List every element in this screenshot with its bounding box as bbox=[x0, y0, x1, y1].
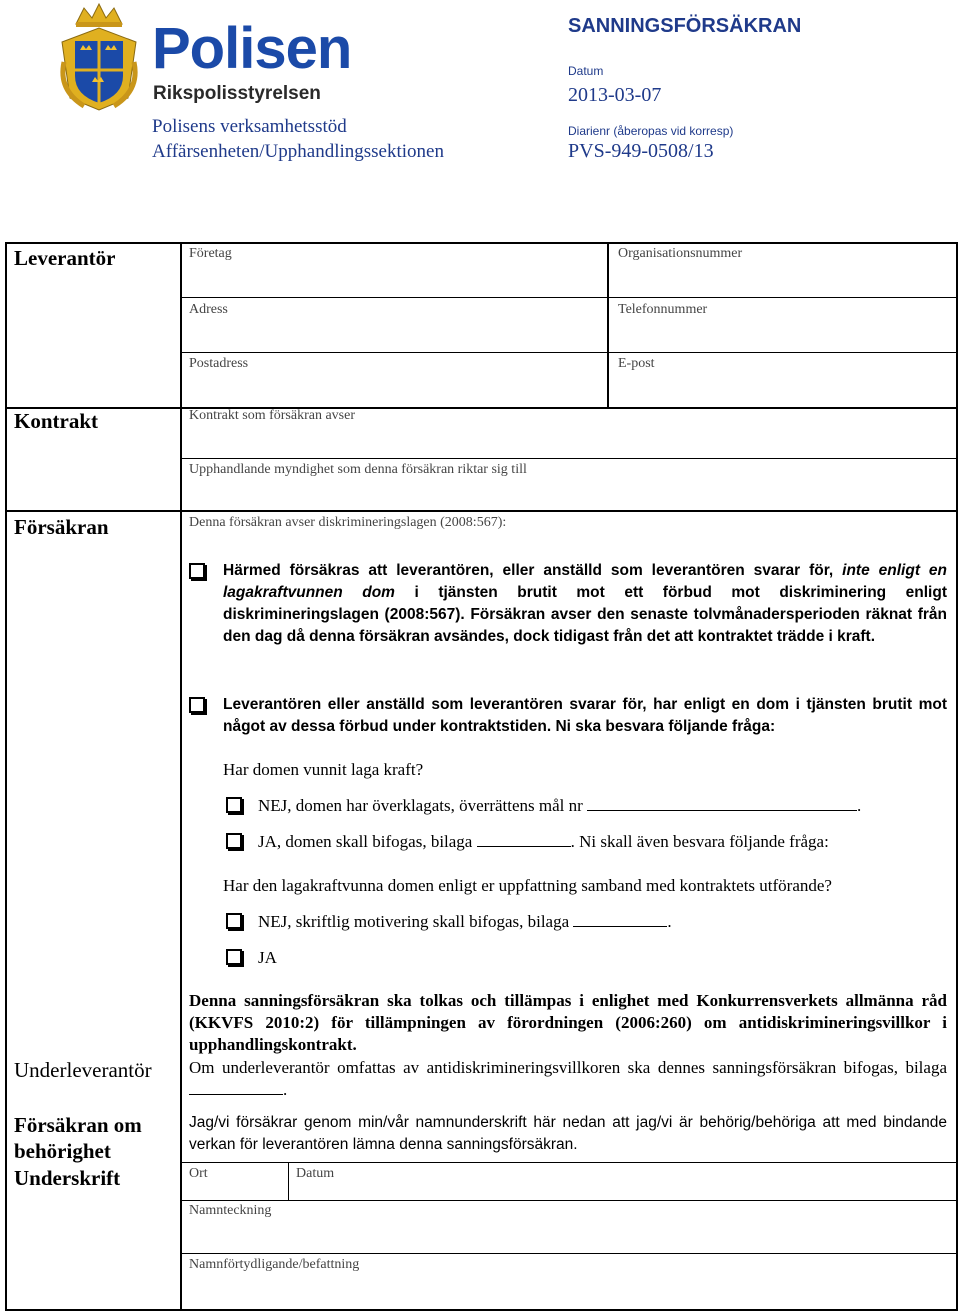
checkbox-q2-ja[interactable] bbox=[226, 949, 242, 965]
diarienr-value: PVS-949-0508/13 bbox=[568, 140, 714, 162]
org-line-2: Affärsenheten/Upphandlingssektionen bbox=[152, 141, 444, 162]
q2-nej-option: NEJ, skriftlig motivering skall bifogas, bilaga . bbox=[258, 912, 672, 931]
field-myndighet[interactable]: Upphandlande myndighet som denna försäkran riktar sig till bbox=[189, 462, 527, 477]
bilaga-blank-3[interactable] bbox=[189, 1081, 283, 1095]
logo-subtext: Rikspolisstyrelsen bbox=[153, 83, 321, 104]
document-title: SANNINGSFÖRSÄKRAN bbox=[568, 15, 802, 37]
diarienr-label: Diarienr (åberopas vid korresp) bbox=[568, 124, 734, 138]
field-namnteckning[interactable]: Namnteckning bbox=[189, 1203, 272, 1218]
field-adress[interactable]: Adress bbox=[189, 302, 228, 317]
option-1-text: Härmed försäkras att leverantören, eller anställd som leverantören svarar för, inte enligt en lagakraftvunnen dom i tjänsten brutit mot ett förbud mot diskriminering enligt diskrimineringslagen (2008:567). Försäkran avser den senaste tolvmånadersperioden räknat från den dag då denna försäkran avsändes, dock tidigast från det att kontraktet trädde i kraft. bbox=[223, 562, 947, 645]
question-1: Har domen vunnit laga kraft? bbox=[223, 760, 424, 779]
org-line-1: Polisens verksamhetsstöd bbox=[152, 116, 347, 137]
checkbox-q2-nej[interactable] bbox=[226, 913, 242, 929]
section-behorighet: Försäkran om behörighet bbox=[14, 1113, 142, 1163]
field-foretag[interactable]: Företag bbox=[189, 246, 232, 261]
field-kontrakt-avser[interactable]: Kontrakt som försäkran avser bbox=[189, 408, 356, 423]
field-datum[interactable]: Datum bbox=[296, 1166, 335, 1181]
date-label: Datum bbox=[568, 64, 604, 78]
field-namnfortydligande[interactable]: Namnförtydligande/befattning bbox=[189, 1257, 360, 1272]
tolkning-text: Denna sanningsförsäkran ska tolkas och tillämpas i enlighet med Konkurrensverkets allmänna råd (KKVFS 2010:2) för tillämpningen av förordningen (2006:260) om antidiskrimineringsvillkor i upphandlingskontrakt. bbox=[189, 991, 947, 1054]
bilaga-blank-1[interactable] bbox=[477, 833, 571, 847]
behorighet-text: Jag/vi försäkrar genom min/vår namnunderskrift här nedan att jag/vi är behörig/behöriga att med bindande verkan för leverantören lämna denna sanningsförsäkran. bbox=[189, 1114, 947, 1153]
checkbox-option-1[interactable] bbox=[189, 563, 205, 579]
field-epost[interactable]: E-post bbox=[618, 356, 655, 371]
option-2-text: Leverantören eller anställd som leverantören svarar för, har enligt en dom i tjänsten brutit mot något av dessa förbud under kontraktstiden. Ni ska besvara följande fråga: bbox=[223, 696, 947, 735]
q1-nej-option: NEJ, domen har överklagats, överrättens mål nr . bbox=[258, 796, 862, 815]
underleverantor-text: Om underleverantör omfattas av antidiskrimineringsvillkoren ska dennes sanningsförsäkran bifogas, bilaga . bbox=[189, 1058, 947, 1099]
checkbox-option-2[interactable] bbox=[189, 697, 205, 713]
checkbox-q1-nej[interactable] bbox=[226, 797, 242, 813]
police-crest-logo bbox=[54, 2, 144, 114]
section-underskrift: Underskrift bbox=[14, 1166, 121, 1190]
section-leverantor: Leverantör bbox=[14, 246, 116, 270]
q1-ja-option: JA, domen skall bifogas, bilaga . Ni skall även besvara följande fråga: bbox=[258, 832, 829, 851]
forsakran-intro: Denna försäkran avser diskrimineringslagen (2008:567): bbox=[189, 515, 507, 530]
field-postadress[interactable]: Postadress bbox=[189, 356, 249, 371]
field-ort[interactable]: Ort bbox=[189, 1166, 208, 1181]
q2-ja-option: JA bbox=[258, 948, 277, 967]
date-value: 2013-03-07 bbox=[568, 84, 662, 106]
checkbox-q1-ja[interactable] bbox=[226, 833, 242, 849]
bilaga-blank-2[interactable] bbox=[573, 913, 667, 927]
field-orgnr[interactable]: Organisationsnummer bbox=[618, 246, 743, 261]
field-telefon[interactable]: Telefonnummer bbox=[618, 302, 708, 317]
malnr-blank[interactable] bbox=[587, 797, 857, 811]
section-underleverantor: Underleverantör bbox=[14, 1058, 152, 1082]
question-2: Har den lagakraftvunna domen enligt er uppfattning samband med kontraktets utförande? bbox=[223, 876, 832, 895]
logo-wordmark: Polisen bbox=[152, 16, 352, 81]
section-kontrakt: Kontrakt bbox=[14, 409, 98, 433]
section-forsakran: Försäkran bbox=[14, 515, 109, 539]
